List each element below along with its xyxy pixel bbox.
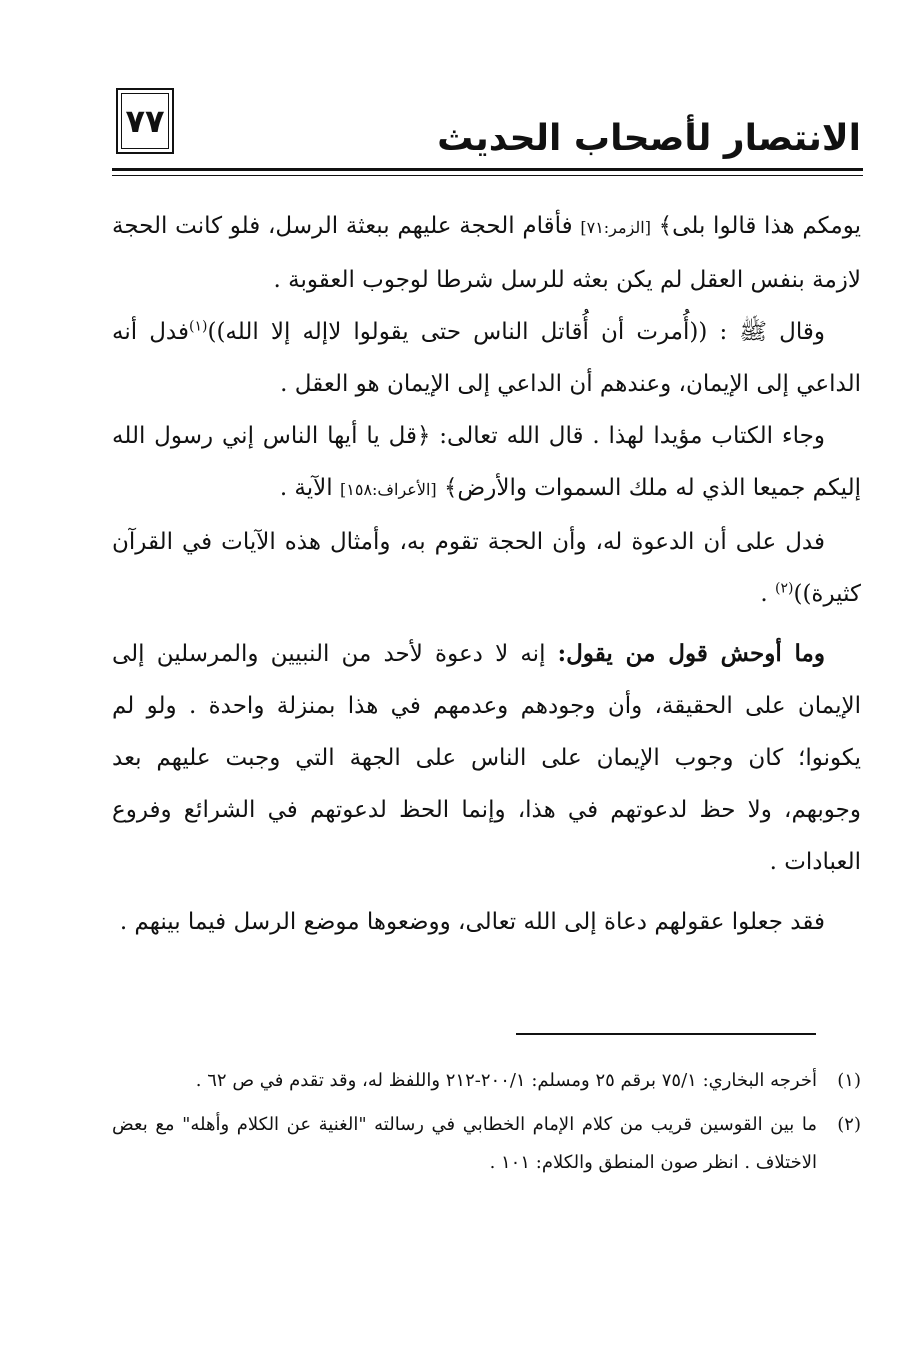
paragraph-6-text: فقد جعلوا عقولهم دعاة إلى الله تعالى، ووضعوها موضع الرسل فيما بينهم . <box>119 909 825 935</box>
header-rule-thin <box>112 175 863 176</box>
paragraph-1-text-b: فأقام الحجة عليهم ببعثة الرسل، فلو كانت الحجة لازمة بنفس العقل لم يكن بعثه للرسل شرطا لوجوب العقوبة . <box>112 213 861 293</box>
footnote-1 <box>112 1062 861 1100</box>
paragraph-3-text-b: الآية . <box>279 475 340 501</box>
paragraph-4 <box>112 516 861 620</box>
running-title: الانتصار لأصحاب الحديث <box>437 118 861 159</box>
paragraph-4-text-b: . <box>760 581 775 607</box>
paragraph-5-lead: وما أوحش قول من يقول: <box>557 640 825 667</box>
paragraph-2 <box>112 306 861 410</box>
footnotes <box>112 1062 861 1188</box>
paragraph-1-text-a: يومكم هذا قالوا بلى﴾ <box>650 213 861 239</box>
paragraph-5-text: إنه لا دعوة لأحد من النبيين والمرسلين إلى الإيمان على الحقيقة، وأن وجودهم وعدمهم في هذا بمنزلة واحدة . ولو لم يكونوا؛ كان وجوب الإيمان على الناس على الجهة التي وجبت عليهم بعد وجوبهم، ولا حظ لدعوتهم في هذا، وإنما الحظ لدعوتهم في الشرائع وفروع العبادات . <box>112 641 861 875</box>
footnote-separator <box>516 1033 816 1035</box>
footnote-1-text: أخرجه البخاري: ٧٥/١ برقم ٢٥ ومسلم: ٢٠٠/١-٢١٢ واللفظ له، وقد تقدم في ص ٦٢ . <box>195 1070 817 1091</box>
paragraph-2-text-b: فدل أنه الداعي إلى الإيمان، وعندهم أن الداعي إلى الإيمان هو العقل . <box>112 319 861 397</box>
footnote-2-text: ما بين القوسين قريب من كلام الإمام الخطابي في رسالته "الغنية عن الكلام وأهله" مع بعض الاختلاف . انظر صون المنطق والكلام: ١٠١ . <box>112 1114 817 1173</box>
footnote-marker-1: (١) <box>189 318 208 335</box>
paragraph-6 <box>112 896 861 948</box>
paragraph-2-text-a: وقال ﷺ : ((أُمرت أن أُقاتل الناس حتى يقولوا لاإله إلا الله)) <box>207 319 825 345</box>
page-number-box <box>116 88 174 154</box>
footnote-2 <box>112 1106 861 1182</box>
quran-reference: [الأعراف:١٥٨] <box>340 480 437 499</box>
paragraph-1 <box>112 200 861 306</box>
footnote-1-marker: (١) <box>837 1070 861 1091</box>
paragraph-5 <box>112 628 861 888</box>
paragraph-4-text-a: فدل على أن الدعوة له، وأن الحجة تقوم به، وأمثال هذه الآيات في القرآن كثيرة)) <box>112 529 861 607</box>
quran-reference: [الزمر:٧١] <box>580 218 651 237</box>
paragraph-3 <box>112 410 861 516</box>
footnote-2-marker: (٢) <box>837 1114 861 1135</box>
body-text <box>112 200 861 948</box>
header-rule-thick <box>112 168 863 171</box>
page-number: ٧٧ <box>125 102 165 140</box>
paragraph-3-text-a: وجاء الكتاب مؤيدا لهذا . قال الله تعالى: ﴿قل يا أيها الناس إني رسول الله إليكم جميعا الذي له ملك السموات والأرض﴾ <box>112 423 861 501</box>
footnote-marker-2: (٢) <box>775 580 794 597</box>
